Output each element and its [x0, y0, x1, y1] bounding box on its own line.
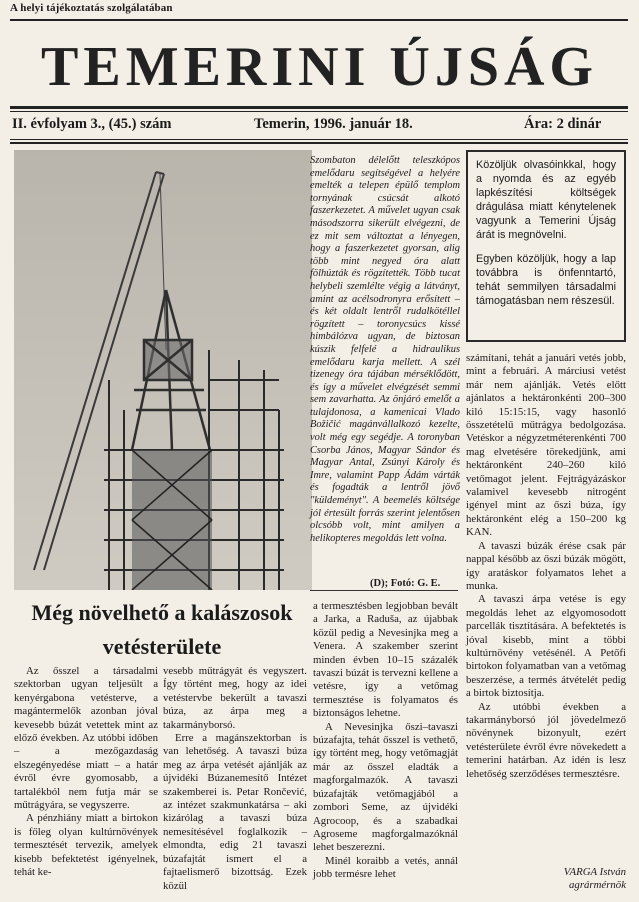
tower-body [132, 450, 212, 590]
article-paragraph: Minél koraibb a vetés, annál jobb termésre lehet [313, 854, 458, 881]
article-paragraph: A Nevesinjka őszi–tavaszi búzafajta, tehát ősszel is vethető, így történt meg, hogy vetőmagját már az ősszel eladták a magforgalmazók. A tavaszi búzafajták vetőmagjából a zombori Seme, az újvidéki Agrocoop, és a szabadkai Agroseme magforgalmazóknál lehet beszerezni. [313, 720, 458, 854]
column-rule [310, 590, 458, 591]
article-column-2 [163, 665, 307, 893]
article-paragraph: Az utóbbi években a takarmányborsó jól jövedelmező növénynek bizonyult, ezért vetésterülete évről évre növekedett a temerini határban. Az idén is lesz lehetőség szerződéses termesztésre. [466, 700, 626, 780]
price-notice-box [466, 150, 626, 342]
top-rule [10, 19, 628, 21]
photo-caption: Szombaton délelőtt teleszkópos emelődaru segítségével a helyére emelték a telepen épülő templom tornyának csúcsát alkotó faszerkezetet. A művelet ugyan csak másodszorra sikerült elvégezni, de ez mit sem változtat a lényegen, hogy a faszerkezetet gyorsan, alig több mint negyed óra alatt fölhúzták és rögzítették. Több tucat helybeli szemlélte végig a látványt, amint az acélsodronyra erősített – és két oldalt lentről rudalkötéllel rögzített – toronycsúcs kissé himbálózva ugyan, de biztosan kúszik felfelé a hidraulikus emelődaru karja mellett. A szél tizenegy óra tájában mérséklődött, és így a művelet elvégzését semmi sem zavarhatta. Az önjáró emelőt a tulajdonosa, a kamenicai Vlado Božičić magánvállalkozó kezelte, volt még egy segédje. A toronyban Csorba János, Magyar Sándor és Magyar Antal, Zsúnyi Károly és Imre, valamint Papp Ádám várták és fogadták a lentről jövő "küldeményt". A beemelés költsége jól értesült forrás szerint jelentősen olcsóbb volt, mint amilyen a helikopteres megoldás lett volna. [310, 155, 460, 544]
masthead-title: TEMERINI ÚJSÁG [41, 36, 598, 98]
article-paragraph: A tavaszi árpa vetése is egy megoldás lehet az elgyomosodott parcellák tisztítására. A befektetés is jóval kisebb, mint a többi kultúrnövény vetésénél. A Petőfi birtokon folyamatban van a vetőmag beszerzése, a termés átvételét pedig a birtok biztosítja. [466, 593, 626, 700]
article-paragraph: a termesztésben legjobban bevált a Jarka, a Raduša, az újabbak közül pedig a Nevesinjka meg a Venera. A szakember szerint minden évben 10–15 százalék tavaszi búzát is tervezni kellene a vetésre, így a vetőmag termesztése is folyamatos és biztonságos lehetne. [313, 600, 458, 720]
article-paragraph: vesebb műtrágyát és vegyszert. Így történt meg, hogy az idei vetéstervbe bekerült a tavaszi búza, az árpa meg a takarmányborsó. [163, 665, 307, 731]
photo-credit: (D); Fotó: G. E. [370, 578, 441, 589]
article-column-3 [313, 600, 458, 882]
issue-rule [10, 142, 628, 144]
article-paragraph: A pénzhiány miatt a birtokon is főleg olyan kultúrnövények termesztését tervezik, amelyek kisebb befektetést igényelnek, tehát ke- [14, 812, 158, 879]
issue-rule-thin [10, 139, 628, 140]
article-paragraph: Az ősszel a társadalmi szektorban ugyan teljesült a kenyérgabona vetésterve, a magántermelők azonban jóval kevesebb búzát vetettek mint az előző években. Az utóbbi időben – a mezőgazdaság elszegényedése miatt – a határ évről évre gyomosabb, a tartalékból nem futja már se műtrágyára, se vegyszerre. [14, 665, 158, 812]
volume-label: II. évfolyam 3., (45.) szám [12, 116, 172, 132]
notice-paragraph: Közöljük olvasóinkkal, hogy a nyomda és az egyéb lapkészítési költségek drágulása miatt kénytelenek vagyunk a Temerini Újság árát is megnövelni. [476, 159, 616, 241]
article-author [530, 866, 626, 892]
article-paragraph: Erre a magánszektorban is van lehetőség. A tavaszi búza meg az árpa vetését ajánlják az újvidéki Búzanemesítő Intézet szakemberei is. Petar Rončević, az intézet szakmunkatársa – aki kizárólag a tavaszi búza nemesítésével foglalkozik – elmondta, edig 21 tavaszi búzafajtát ismert el a fajtaelismerő bizottság. Ezek közül [163, 732, 307, 892]
article-headline: Még növelhető a kalászosok vetésterülete [31, 600, 293, 659]
masthead-rule-thin [10, 111, 628, 112]
article-column-4 [466, 352, 626, 781]
article-paragraph: A tavaszi búzák érése csak pár nappal később az őszi búzák mögött, így aratáskor folyamatos lehet a munka. [466, 539, 626, 592]
article-paragraph: számítani, tehát a januári vetés jobb, mint a februári. A márciusi vetést már nem ajánlják. Vetés előtt ajánlatos a hektáronkénti 200–300 kiló 15:15:15, vagy hasonló összetételű műtrágya bedolgozása. Vetéskor a négyzetméterenkénti 700 mag elvetésére törekedjünk, ami hektáronként 240–260 kiló vetőmagot jelent. Fejtrágyázáskor valamivel kevesebb nitrogént igényel mint az őszi búza, így hektáronként elég a 150–200 kg KAN. [466, 352, 626, 539]
article-column-1 [14, 665, 158, 880]
notice-paragraph: Egyben közöljük, hogy a lap továbbra is önfenntartó, tehát semmilyen társadalmi támogatásban nem részesül. [476, 253, 616, 307]
masthead-rule [10, 106, 628, 109]
tower-photo [14, 150, 312, 590]
tagline: A helyi tájékoztatás szolgálatában [10, 2, 173, 14]
author-name: VARGA István [563, 866, 626, 878]
date-label: Temerin, 1996. január 18. [254, 116, 413, 132]
price-label: Ára: 2 dinár [524, 116, 602, 132]
author-title: agrármérnök [569, 879, 626, 891]
